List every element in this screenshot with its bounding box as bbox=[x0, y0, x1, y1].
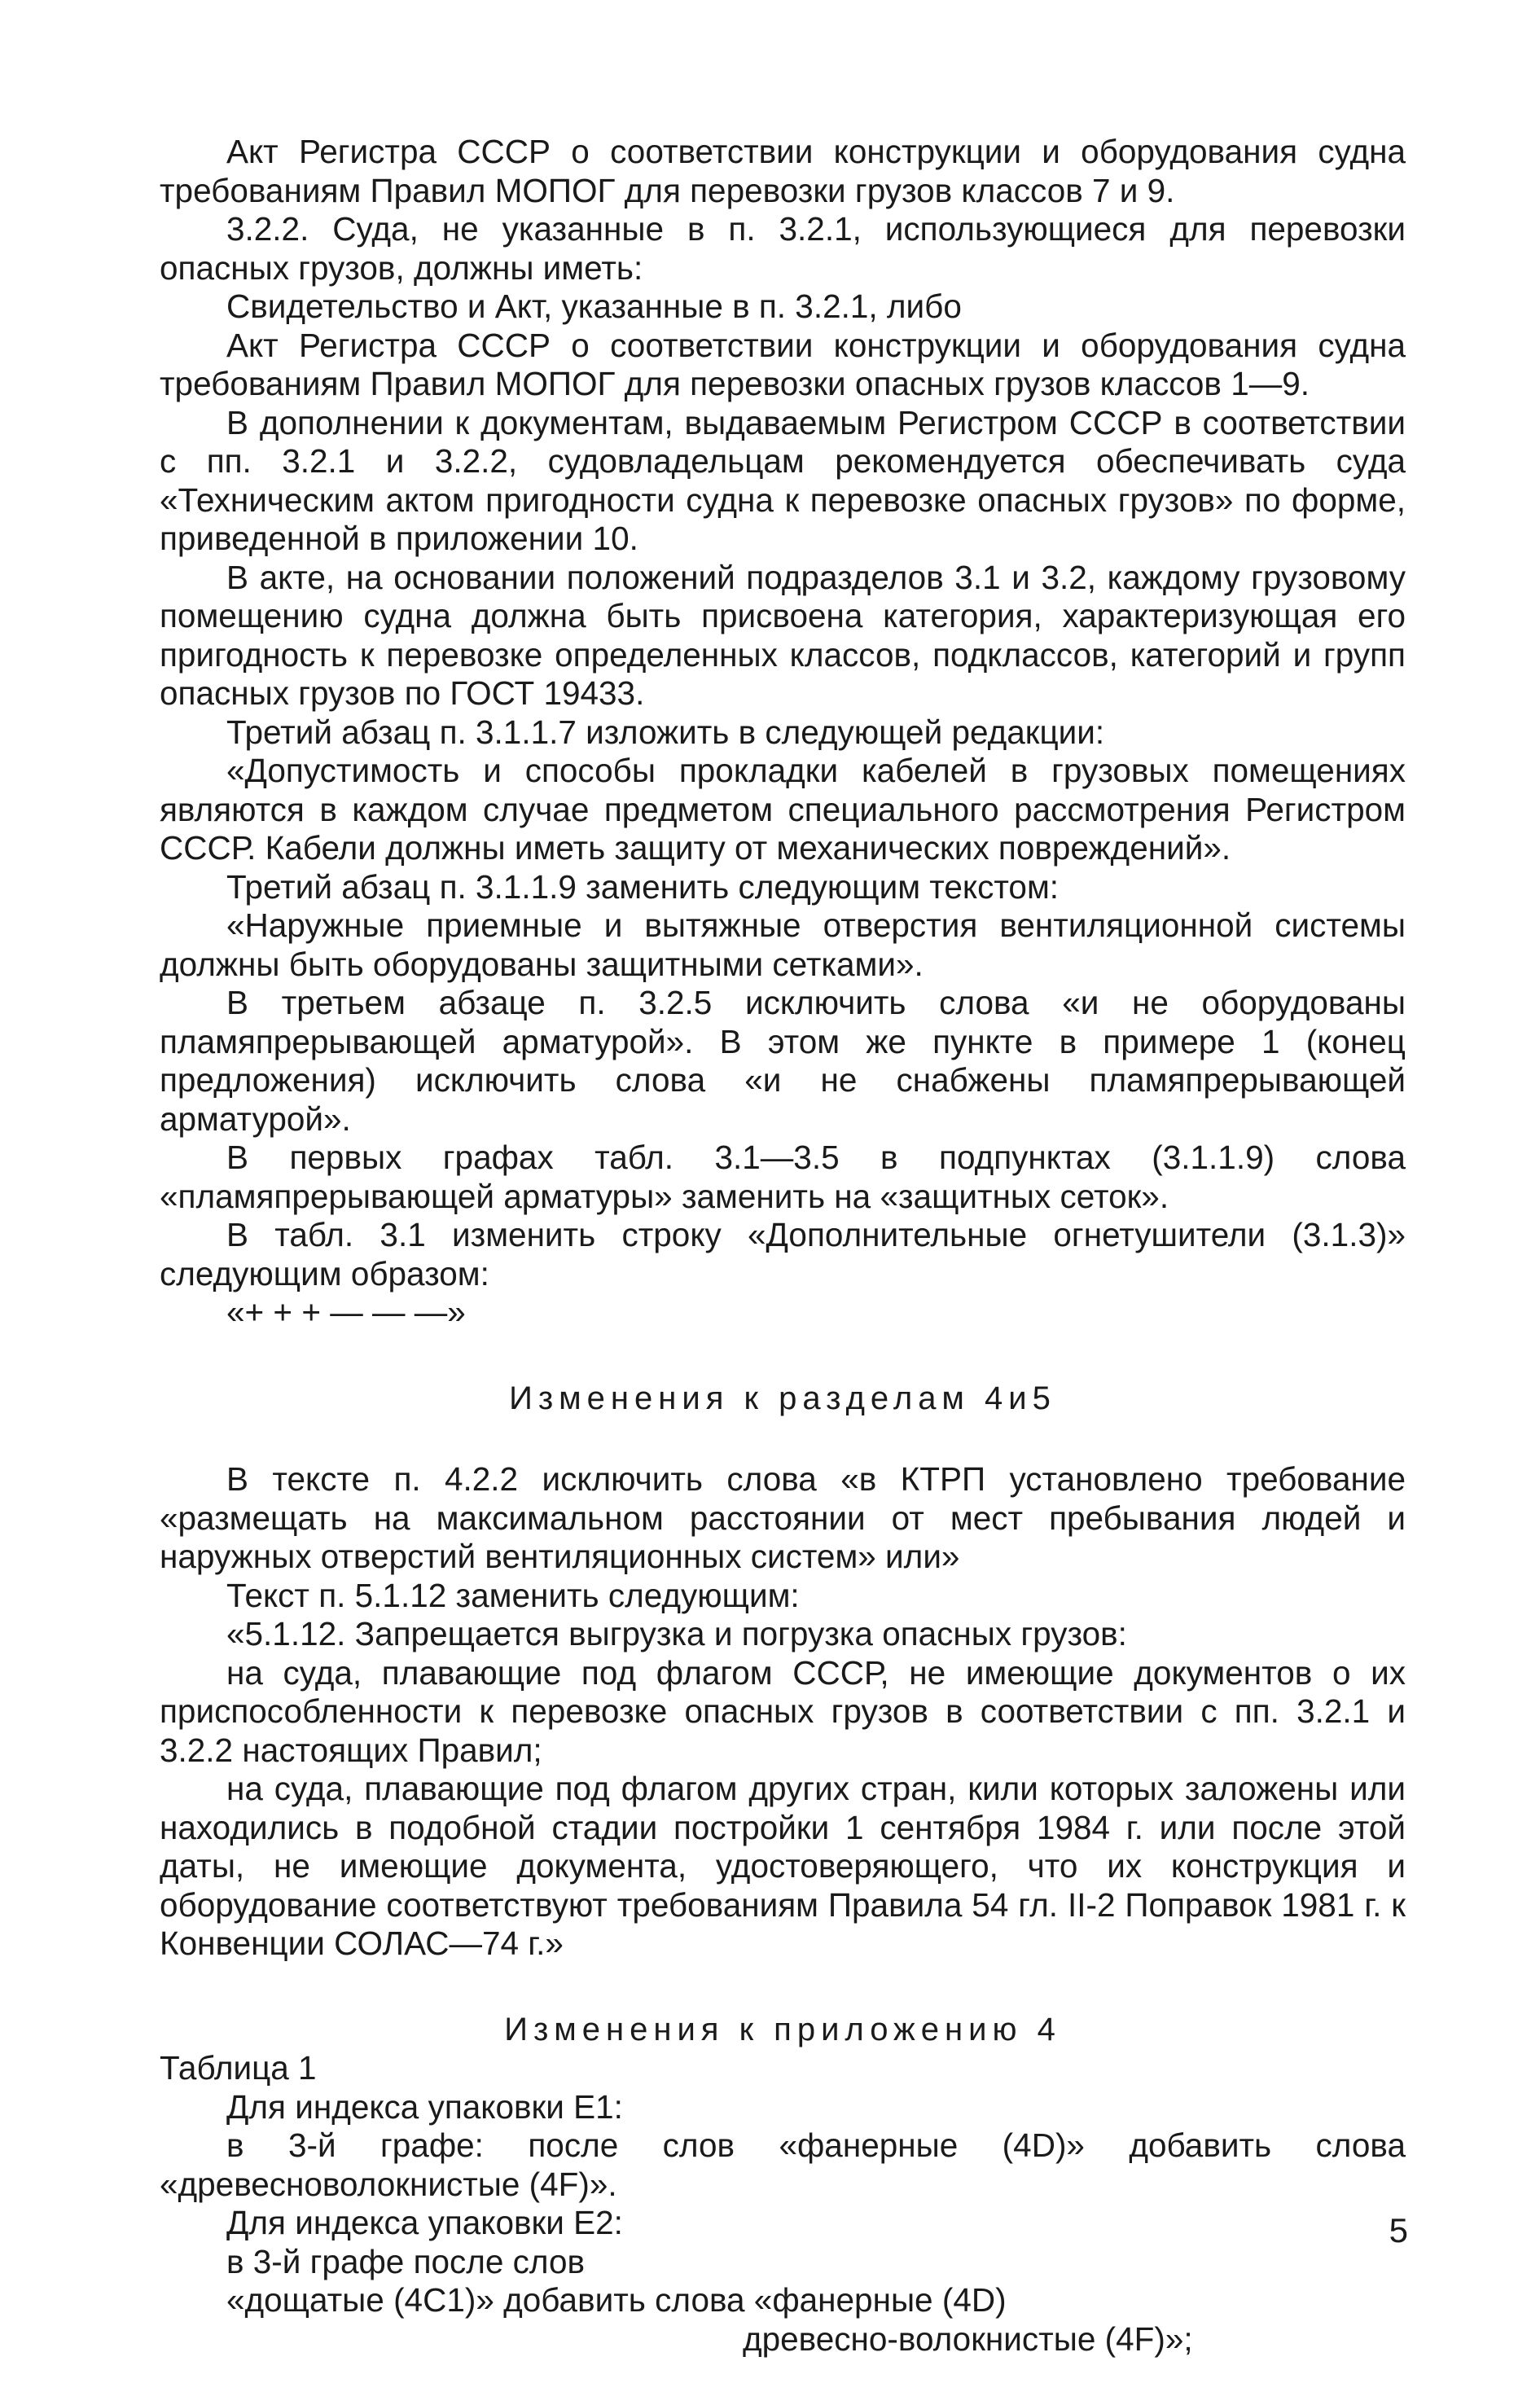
page-number: 5 bbox=[1389, 2211, 1408, 2249]
table-label: Таблица 1 bbox=[160, 2049, 317, 2087]
paragraph: на суда, плавающие под флагом других стран, кили которых заложены или находились в подобной стадии постройки 1 сентября 1984 г. или после этой даты, не имеющие документа, удостоверяющего, что их конструкция и оборудование соответствуют требованиям Правила 54 гл. II-2 Поправок 1981 г. к Конвенции СОЛАС—74 г.» bbox=[160, 1770, 1406, 1962]
paragraph: в 3-й графе: после слов «фанерные (4D)» добавить слова «древесноволокнистые (4F)». bbox=[160, 2126, 1406, 2203]
paragraph: В дополнении к документам, выдаваемым Регистром СССР в соответствии с пп. 3.2.1 и 3.2.2, судовладельцам рекомендуется обеспечивать суда «Техническим актом пригодности судна к перевозке опасных грузов» по форме, приведенной в приложении 10. bbox=[160, 403, 1406, 557]
paragraph: «дощатые (4С1)» добавить слова «фанерные (4D) bbox=[226, 2281, 1007, 2319]
paragraph: Для индекса упаковки Е2: bbox=[226, 2204, 623, 2241]
paragraph: Акт Регистра СССР о соответствии конструкции и оборудования судна требованиям Правил МОПОГ для перевозки опасных грузов классов 1—9. bbox=[160, 326, 1406, 402]
paragraph: В третьем абзаце п. 3.2.5 исключить слова «и не оборудованы пламяпрерывающей арматурой». В этом же пункте в примере 1 (конец предложения) исключить слова «и не снабжены пламяпрерывающей арматурой». bbox=[160, 984, 1406, 1138]
paragraph: В табл. 3.1 изменить строку «Дополнительные огнетушители (3.1.3)» следующим образом: bbox=[160, 1216, 1406, 1292]
paragraph: В акте, на основании положений подразделов 3.1 и 3.2, каждому грузовому помещению судна должна быть присвоена категория, характеризующая его пригодность к перевозке определенных классов, подклассов, категорий и групп опасных грузов по ГОСТ 19433. bbox=[160, 558, 1406, 712]
paragraph: в 3-й графе после слов bbox=[226, 2242, 586, 2280]
paragraph: В первых графах табл. 3.1—3.5 в подпунктах (3.1.1.9) слова «пламяпрерывающей арматуры» заменить на «защитных сеток». bbox=[160, 1139, 1406, 1215]
paragraph: «5.1.12. Запрещается выгрузка и погрузка опасных грузов: bbox=[226, 1615, 1127, 1652]
paragraph: «Допустимость и способы прокладки кабелей в грузовых помещениях являются в каждом случае предметом специального рассмотрения Регистром СССР. Кабели должны иметь защиту от механических повреждений». bbox=[160, 752, 1406, 867]
section-heading: Изменения к приложению 4 bbox=[504, 2011, 1061, 2047]
paragraph: 3.2.2. Суда, не указанные в п. 3.2.1, использующиеся для перевозки опасных грузов, должны иметь: bbox=[160, 210, 1406, 287]
document-body bbox=[160, 133, 1406, 2359]
paragraph: Текст п. 5.1.12 заменить следующим: bbox=[226, 1576, 800, 1614]
paragraph: на суда, плавающие под флагом СССР, не имеющие документов о их приспособленности к перевозке опасных грузов в соответствии с пп. 3.2.1 и 3.2.2 настоящих Правил; bbox=[160, 1653, 1406, 1769]
continuation-line: древесно-волокнистые (4F)»; bbox=[743, 2319, 1193, 2358]
paragraph: Для индекса упаковки Е1: bbox=[226, 2087, 623, 2126]
paragraph: В тексте п. 4.2.2 исключить слова «в КТРП установлено требование «размещать на максимальном расстоянии от мест пребывания людей и наружных отверстий вентиляционных систем» или» bbox=[160, 1460, 1406, 1575]
section-heading: Изменения к разделам 4и5 bbox=[509, 1380, 1056, 1416]
paragraph: Акт Регистра СССР о соответствии конструкции и оборудования судна требованиям Правил МОПОГ для перевозки грузов классов 7 и 9. bbox=[160, 133, 1406, 209]
paragraph: Свидетельство и Акт, указанные в п. 3.2.1, либо bbox=[226, 287, 962, 325]
paragraph: «Наружные приемные и вытяжные отверстия вентиляционной системы должны быть оборудованы защитными сетками». bbox=[160, 906, 1406, 983]
paragraph: Третий абзац п. 3.1.1.7 изложить в следующей редакции: bbox=[226, 713, 1105, 751]
paragraph: «+ + + — — —» bbox=[226, 1293, 466, 1331]
paragraph: Третий абзац п. 3.1.1.9 заменить следующим текстом: bbox=[226, 867, 1060, 906]
